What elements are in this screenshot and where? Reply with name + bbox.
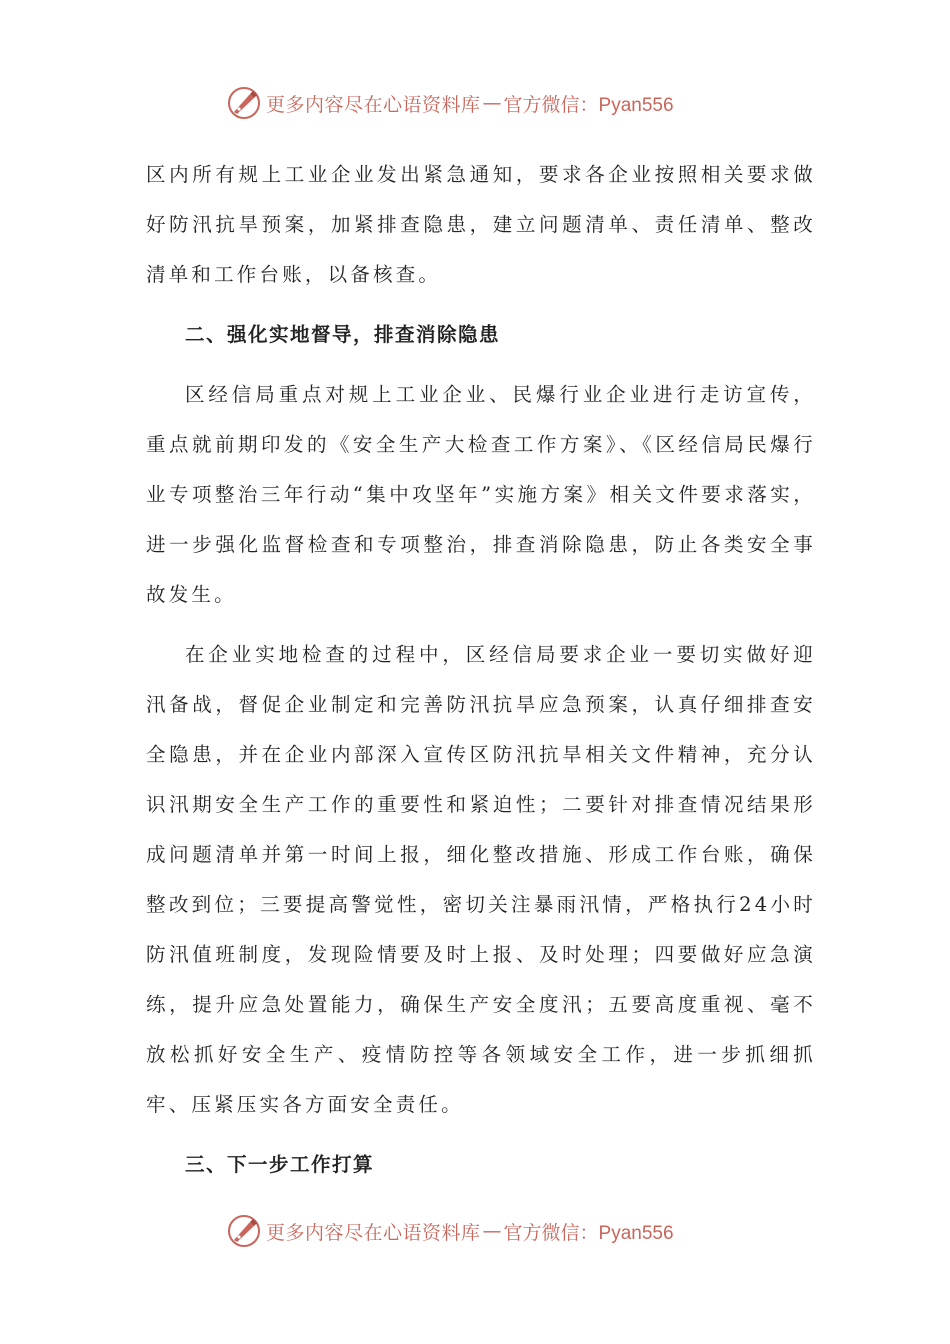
watermark-text: 更多内容尽在心语资料库 [266,93,481,116]
watermark-contact: 官方微信：Pyan556 [503,94,674,116]
watermark-banner-bottom [226,1211,674,1251]
watermark-separator: — [482,1220,502,1242]
section-heading-2: 二、强化实地督导，排查消除隐患 [185,323,501,346]
paragraph-1: 区内所有规上工业企业发出紧急通知，要求各企业按照相关要求做好防汛抗旱预案，加紧排查隐患，建立问题清单、责任清单、整改清单和工作台账，以备核查。 [146,163,816,286]
pen-nib-logo-icon [226,1213,262,1249]
watermark-text: 更多内容尽在心语资料库 [266,1221,481,1244]
watermark-separator: — [482,92,502,114]
watermark-contact: 官方微信：Pyan556 [503,1222,674,1244]
document-body [146,150,816,1200]
paragraph-2: 区经信局重点对规上工业企业、民爆行业企业进行走访宣传，重点就前期印发的《安全生产大检查工作方案》、《区经信局民爆行业专项整治三年行动“集中攻坚年”实施方案》相关文件要求落实，进一步强化监督检查和专项整治，排查消除隐患，防止各类安全事故发生。 [146,383,816,606]
paragraph-3: 在企业实地检查的过程中，区经信局要求企业一要切实做好迎汛备战，督促企业制定和完善防汛抗旱应急预案，认真仔细排查安全隐患，并在企业内部深入宣传区防汛抗旱相关文件精神，充分认识汛期安全生产工作的重要性和紧迫性；二要针对排查情况结果形成问题清单并第一时间上报，细化整改措施、形成工作台账，确保整改到位；三要提高警觉性，密切关注暴雨汛情，严格执行24小时防汛值班制度，发现险情要及时上报、及时处理；四要做好应急演练，提升应急处置能力，确保生产安全度汛；五要高度重视、毫不放松抓好安全生产、疫情防控等各领域安全工作，进一步抓细抓牢、压紧压实各方面安全责任。 [146,643,816,1116]
section-heading-3: 三、下一步工作打算 [185,1153,375,1176]
watermark-banner-top [226,83,674,123]
pen-nib-logo-icon [226,85,262,121]
